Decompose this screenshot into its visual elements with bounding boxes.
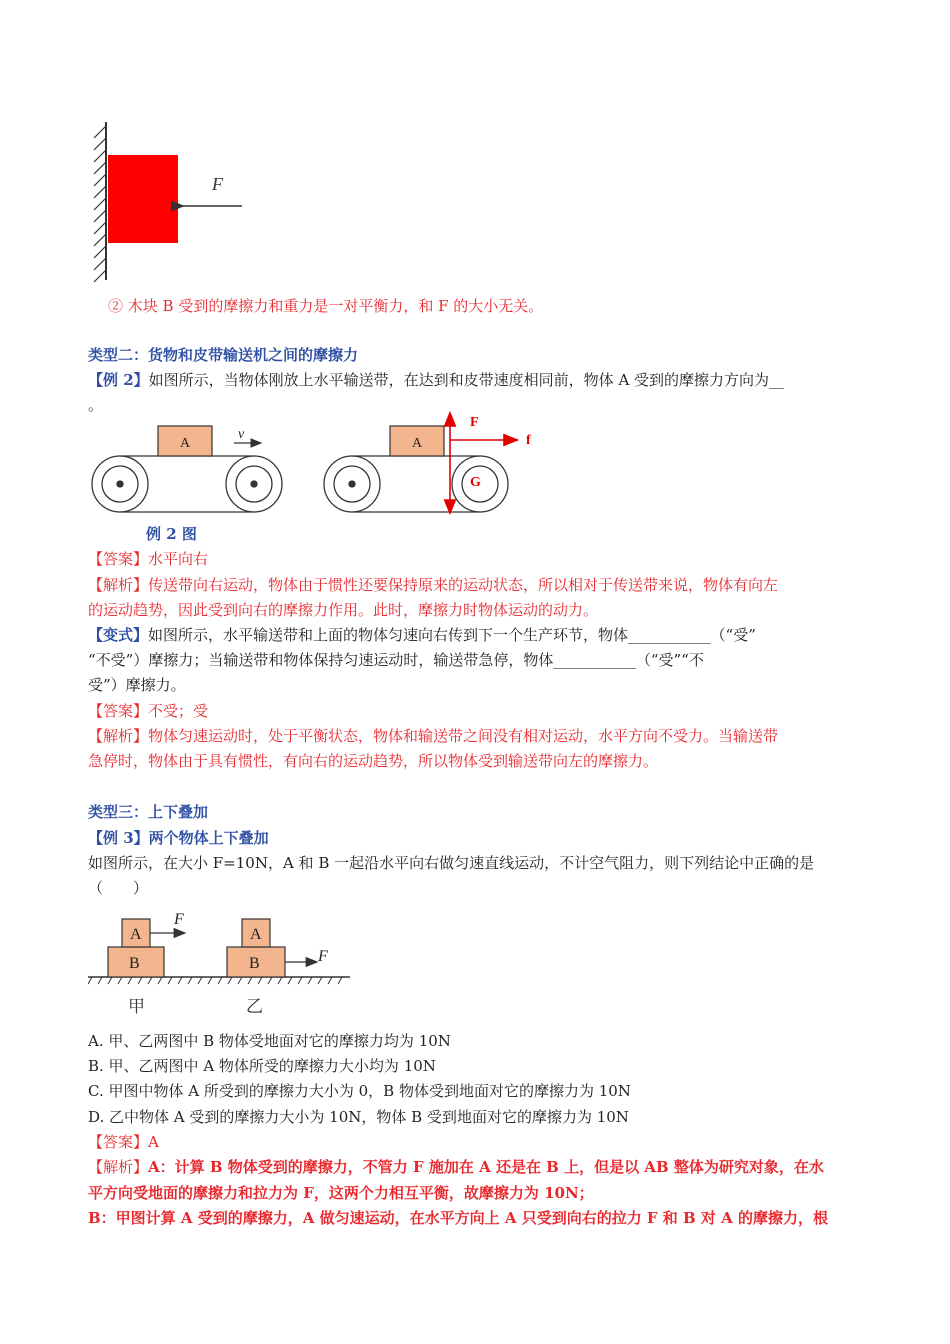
variant-analysis-cont: 急停时，物体由于具有惯性，有向右的运动趋势，所以物体受到输送带向左的摩擦力。 xyxy=(88,752,659,770)
block-a-label: A xyxy=(180,436,191,451)
example3-question: 如图所示，在大小 F=10N，A 和 B 一起沿水平向右做匀速直线运动，不计空气阻力，则下列结论中正确的是 xyxy=(88,854,815,872)
ground-hatching xyxy=(88,977,342,984)
example-tag: 【例 3】 xyxy=(88,829,149,847)
example-title: 两个物体上下叠加 xyxy=(148,829,269,847)
note-b: ② 木块 B 受到的摩擦力和重力是一对平衡力，和 F 的大小无关。 xyxy=(108,297,544,315)
stacked-blocks-figure xyxy=(88,904,358,1022)
label-b: B xyxy=(129,955,140,972)
example2-answer xyxy=(88,547,208,571)
wall-block-figure xyxy=(80,118,260,286)
velocity-label: v xyxy=(238,427,245,442)
answer-tag: 【答案】 xyxy=(88,550,149,568)
analysis-tag: 【解析】 xyxy=(88,1158,149,1176)
f-label: f xyxy=(526,433,531,448)
example3-analysis-cont: 平方向受地面的摩擦力和拉力为 F，这两个力相互平衡，故摩擦力为 10N； xyxy=(88,1184,594,1202)
variant-question-cont: “不受”）摩擦力；当输送带和物体保持匀速运动时，输送带急停，物体___________（“受”“不 xyxy=(88,651,704,669)
G-label: G xyxy=(470,475,481,490)
analysis-text: A：计算 B 物体受到的摩擦力，不管力 F 施加在 A 还是在 B 上，但是以 AB 整体为研究对象，在水 xyxy=(148,1158,824,1176)
example2-analysis-cont: 的运动趋势，因此受到向右的摩擦力作用。此时，摩擦力时物体运动的动力。 xyxy=(88,601,599,619)
F-label: F xyxy=(470,415,479,430)
conveyor-figure xyxy=(88,410,548,520)
label-a: A xyxy=(130,926,142,943)
wall-hatching xyxy=(94,126,106,282)
example2-analysis xyxy=(88,573,778,597)
option-a: A. 甲、乙两图中 B 物体受地面对它的摩擦力均为 10N xyxy=(88,1032,451,1050)
example3-title xyxy=(88,826,269,850)
example3-analysis-cont2: B：甲图计算 A 受到的摩擦力，A 做匀速运动，在水平方向上 A 只受到向右的拉力 F 和 B 对 A 的摩擦力，根 xyxy=(88,1209,829,1227)
conveyor-left xyxy=(92,456,282,512)
answer-tag: 【答案】 xyxy=(88,702,149,720)
option-d: D. 乙中物体 A 受到的摩擦力大小为 10N，物体 B 受到地面对它的摩擦力为 10N xyxy=(88,1108,629,1126)
example3-answer xyxy=(88,1130,159,1154)
label-a: A xyxy=(250,926,262,943)
variant-text: 如图所示，水平输送带和上面的物体匀速向右传到下一个生产环节，物体___________（“受” xyxy=(148,626,756,644)
caption-yi: 乙 xyxy=(246,997,263,1016)
example-tag: 【例 2】 xyxy=(88,371,149,389)
section-heading-type3: 类型三：上下叠加 xyxy=(88,803,209,821)
analysis-tag: 【解析】 xyxy=(88,576,149,594)
example2-question-cont: 。 xyxy=(88,396,104,414)
section-heading-type2: 类型二：货物和皮带输送机之间的摩擦力 xyxy=(88,346,359,364)
analysis-text: 传送带向右运动，物体由于惯性还要保持原来的运动状态，所以相对于传送带来说，物体有向左 xyxy=(148,576,779,594)
answer-text: 水平向右 xyxy=(148,550,209,568)
caption-jia: 甲 xyxy=(128,997,145,1016)
variant-analysis xyxy=(88,724,778,748)
example3-question-cont: （ ） xyxy=(88,879,149,897)
example2-question xyxy=(88,368,784,392)
answer-text: 不受；受 xyxy=(148,702,209,720)
variant-question-cont2: 受”）摩擦力。 xyxy=(88,676,186,694)
option-b: B. 甲、乙两图中 A 物体所受的摩擦力大小均为 10N xyxy=(88,1057,436,1075)
force-label: F xyxy=(212,174,223,194)
option-c: C. 甲图中物体 A 所受到的摩擦力大小为 0，B 物体受到地面对它的摩擦力为 10N xyxy=(88,1082,631,1100)
variant-question xyxy=(88,623,756,647)
red-block xyxy=(108,155,178,243)
label-b: B xyxy=(249,955,260,972)
example3-analysis xyxy=(88,1155,824,1179)
force-label-jia: F xyxy=(174,911,184,928)
analysis-tag: 【解析】 xyxy=(88,727,149,745)
question-text: 如图所示，当物体刚放上水平输送带，在达到和皮带速度相同前，物体 A 受到的摩擦力方向为__ xyxy=(148,371,785,389)
answer-text: A xyxy=(148,1133,159,1151)
answer-tag: 【答案】 xyxy=(88,1133,149,1151)
variant-answer xyxy=(88,699,208,723)
analysis-text: 物体匀速运动时，处于平衡状态，物体和输送带之间没有相对运动，水平方向不受力。当输送带 xyxy=(148,727,779,745)
block-a-label: A xyxy=(412,436,423,451)
force-label-yi: F xyxy=(318,948,328,965)
figure-caption: 例 2 图 xyxy=(146,525,197,543)
variant-tag: 【变式】 xyxy=(88,626,149,644)
